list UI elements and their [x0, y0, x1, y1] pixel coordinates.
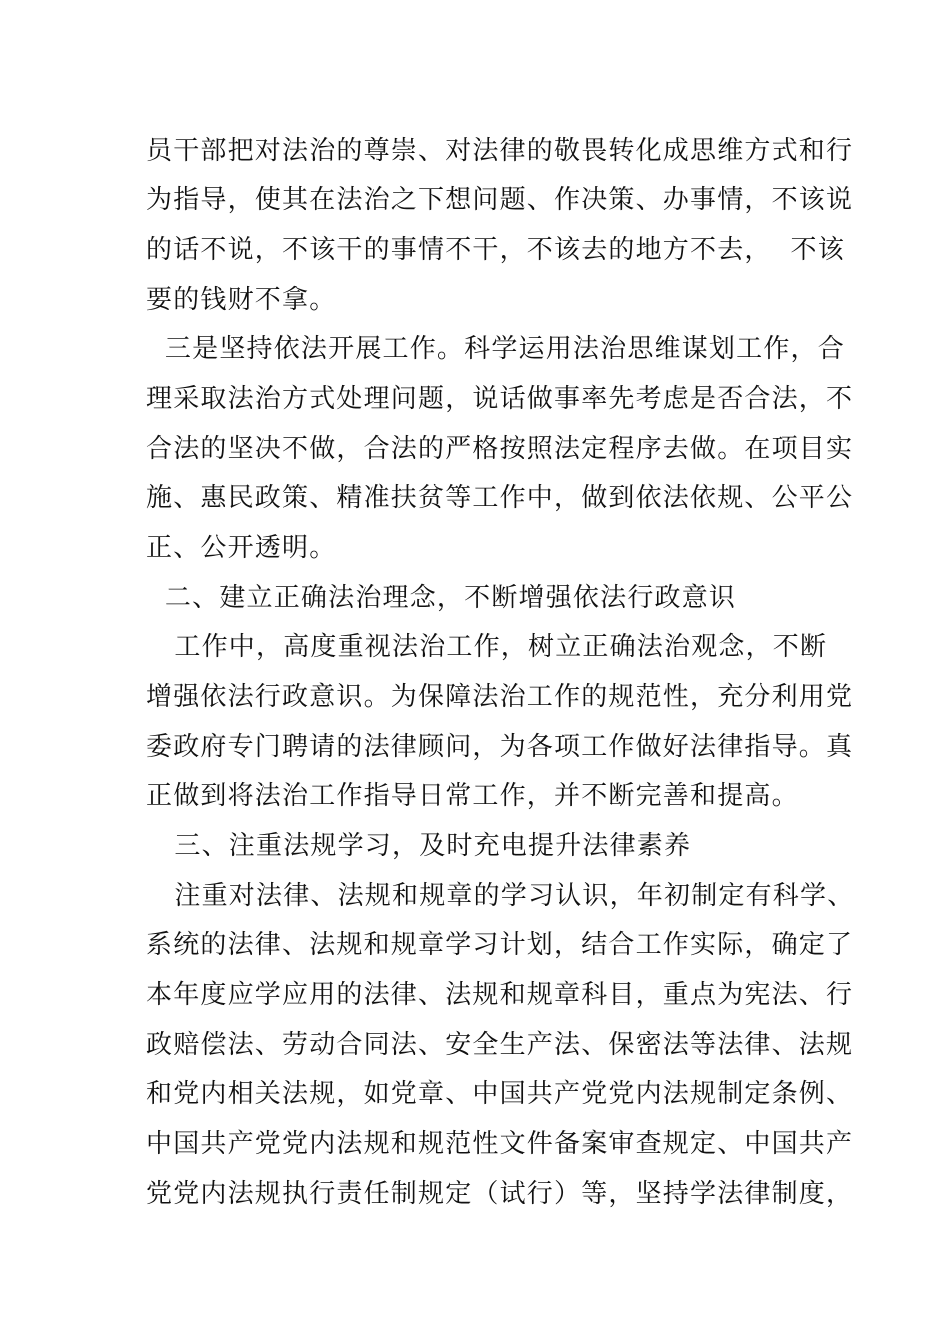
text-line: 员干部把对法治的尊崇、对法律的敬畏转化成思维方式和行 — [146, 136, 854, 166]
text-line: 工作中，高度重视法治工作，树立正确法治观念，不断 — [146, 632, 828, 662]
text-line: 合法的坚决不做，合法的严格按照法定程序去做。在项目实 — [146, 434, 854, 464]
text-line: 正做到将法治工作指导日常工作，并不断完善和提高。 — [146, 781, 799, 811]
text-line: 本年度应学应用的法律、法规和规章科目，重点为宪法、行 — [146, 980, 854, 1010]
section-heading: 二、建立正确法治理念，不断增强依法行政意识 — [146, 583, 737, 613]
text-line: 施、惠民政策、精准扶贫等工作中，做到依法依规、公平公 — [146, 483, 854, 513]
text-line: 的话不说，不该干的事情不干，不该去的地方不去， 不该 — [146, 235, 845, 265]
text-line: 为指导，使其在法治之下想问题、作决策、办事情，不该说 — [146, 185, 854, 215]
text-line: 和党内相关法规，如党章、中国共产党党内法规制定条例、 — [146, 1079, 854, 1109]
text-line: 中国共产党党内法规和规范性文件备案审查规定、中国共产 — [146, 1129, 854, 1159]
text-line: 三是坚持依法开展工作。科学运用法治思维谋划工作，合 — [146, 334, 845, 364]
text-line: 理采取法治方式处理问题，说话做事率先考虑是否合法，不 — [146, 384, 854, 414]
section-heading: 三、注重法规学习，及时充电提升法律素养 — [146, 831, 692, 861]
text-line: 政赔偿法、劳动合同法、安全生产法、保密法等法律、法规 — [146, 1030, 854, 1060]
text-line: 委政府专门聘请的法律顾问，为各项工作做好法律指导。真 — [146, 732, 854, 762]
text-line: 要的钱财不拿。 — [146, 285, 337, 315]
text-line: 系统的法律、法规和规章学习计划，结合工作实际，确定了 — [146, 930, 854, 960]
text-line: 正、公开透明。 — [146, 533, 337, 563]
text-line: 增强依法行政意识。为保障法治工作的规范性，充分利用党 — [146, 682, 854, 712]
text-line: 党党内法规执行责任制规定（试行）等，坚持学法律制度， — [146, 1179, 854, 1209]
text-line: 注重对法律、法规和规章的学习认识，年初制定有科学、 — [146, 881, 855, 911]
